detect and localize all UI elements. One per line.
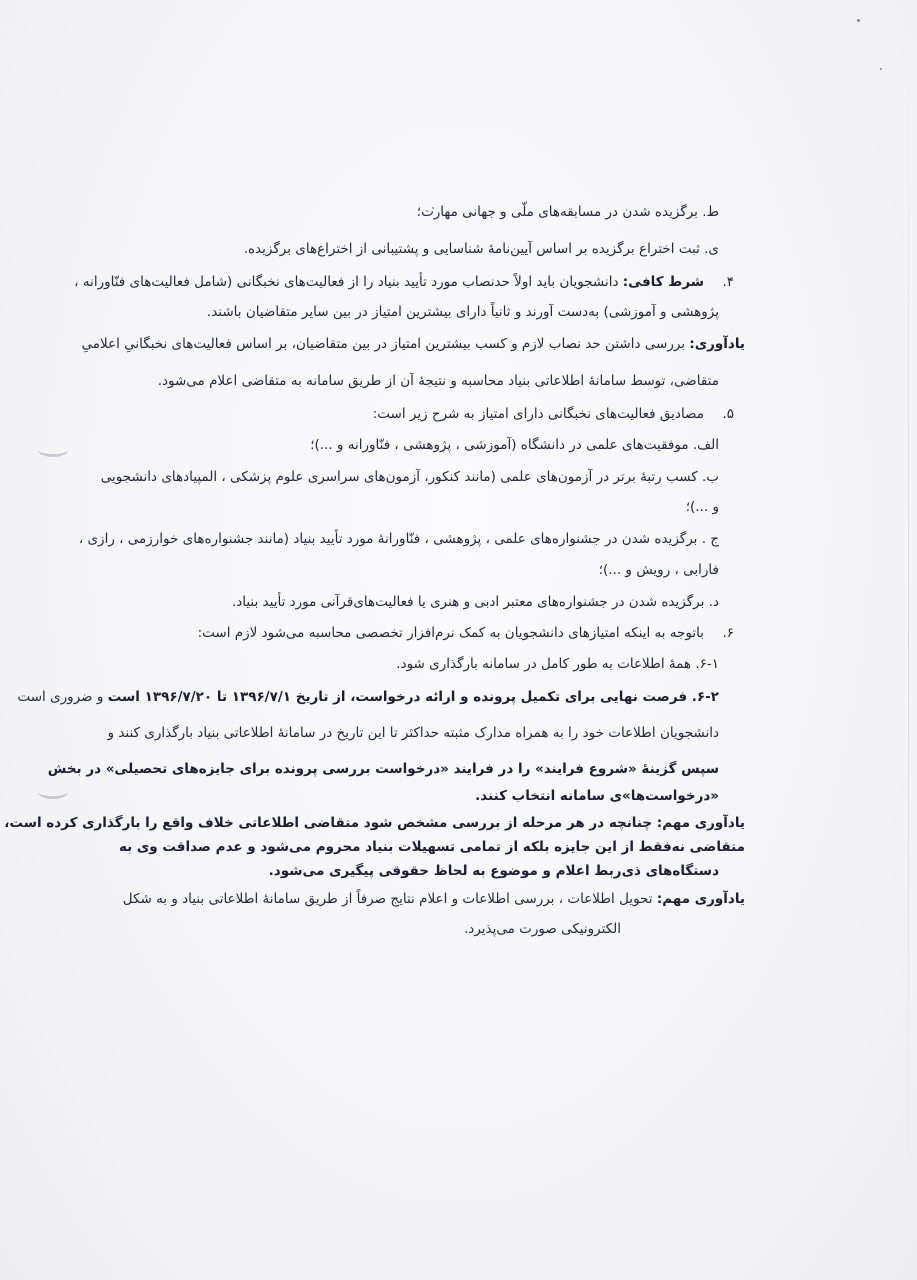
deadline-text: ۶-۲. فرصت نهایی برای تکمیل پرونده و ارائه درخواست، از تاریخ ۱۳۹۶/۷/۱ تا ۱۳۹۶/۷/۲۰ است: [107, 689, 719, 705]
page-edge-shadow: [908, 40, 909, 1240]
sufficient-condition-label: شرط کافی:: [622, 274, 704, 290]
reminder-label: یادآوری:: [689, 336, 745, 352]
scan-speck: [857, 19, 860, 22]
punch-hole-mark: [38, 440, 68, 457]
sufficient-condition-cont: پژوهشی و آموزشی) به‌دست آورند و ثانیاً دارای بیشترین امتیاز در بین سایر متقاضیان باشند.: [206, 304, 719, 320]
sufficient-condition: [74, 273, 704, 291]
reminder-text: بررسی داشتن حد نصاب لازم و کسب بیشترین امتیاز در بین متقاضیان، بر اساس فعالیت‌های نخبگانیِ اعلامیِ: [81, 336, 690, 352]
item-6-2-cont-2: سپس گزینهٔ «شروع فرایند» را در فرایند «درخواست بررسی پرونده برای جایزه‌های تحصیلی» در بخش: [47, 761, 719, 777]
item-6-2: [17, 688, 719, 706]
reminder-1-cont: متقاضی، توسط سامانهٔ اطلاعاتی بنیاد محاسبه و نتیجهٔ آن از طریق سامانه به متقاضی اعلام می‌شود.: [157, 373, 719, 389]
activities-intro: مصادیق فعالیت‌های نخبگانی دارای امتیاز به شرح زیر است:: [372, 406, 704, 422]
item-6-1: ۶-۱. همهٔ اطلاعات به طور کامل در سامانه بارگذاری شود.: [396, 656, 719, 672]
item-number-4: ۴.: [722, 274, 734, 290]
item-6-2-text: و ضروری است: [17, 689, 108, 705]
important-reminder-1-cont-1: متقاضی نه‌فقط از این جایزه بلکه از تمامی تسهیلات بنیاد محروم می‌شود و عدم صداقت وی به: [118, 839, 745, 855]
item-6-2-cont-3: «درخواست‌ها»ی سامانه انتخاب کنند.: [475, 788, 719, 804]
item-ye: ی. ثبت اختراع برگزیده بر اساس آیین‌نامهٔ شناسایی و پشتیبانی از اختراع‌های برگزیده.: [243, 241, 719, 257]
reminder-1: [82, 335, 746, 353]
item-jim: ج . برگزیده شدن در جشنواره‌های علمی ، پژوهشی ، فنّاورانهٔ مورد تأیید بنیاد (مانند جشنواره‌های خوارزمی ، رازی ،: [78, 531, 719, 547]
item-jim-cont: فارابی ، رویش و ...)؛: [598, 562, 719, 578]
item-number-6: ۶.: [722, 625, 734, 641]
sufficient-condition-text: دانشجویان باید اولاً حدنصاب مورد تأیید بنیاد را از فعالیت‌های نخبگانی (شامل فعالیت‌های فنّاورانه ،: [74, 274, 623, 290]
item-ta: ط. برگزیده شدن در مسابقه‌های ملّی و جهانی مهارت؛: [416, 204, 719, 220]
important-reminder-2-text: تحویل اطلاعات ، بررسی اطلاعات و اعلام نتایج صرفاً از طریق سامانهٔ اطلاعاتی بنیاد و به شکل: [122, 891, 657, 907]
important-reminder-1-cont-2: دستگاه‌های ذی‌ربط اعلام و موضوع به لحاظ حقوقی پیگیری می‌شود.: [268, 863, 719, 879]
item-dal: د. برگزیده شدن در جشنواره‌های معتبر ادبی و هنری یا فعالیت‌های‌قرآنی مورد تأیید بنیاد.: [231, 594, 719, 610]
important-reminder-1: یادآوری مهم: چنانچه در هر مرحله از بررسی مشخص شود متقاضی اطلاعاتی خلاف واقع را بارگذاری کرده است،: [4, 815, 745, 831]
punch-hole-mark: [38, 782, 68, 799]
item-number-5: ۵.: [722, 406, 734, 422]
scan-speck: [880, 68, 882, 70]
item-alef: الف. موفقیت‌های علمی در دانشگاه (آموزشی ، پژوهشی ، فنّاورانه و ...)؛: [310, 437, 719, 453]
item-6-2-cont-1: دانشجویان اطلاعات خود را به همراه مدارک مثبته حداکثر تا این تاریخ در سامانهٔ اطلاعاتی بنیاد بارگذاری کنند و: [107, 725, 719, 741]
important-reminder-2: [123, 890, 745, 908]
important-reminder-2-cont: الکترونیکی صورت می‌پذیرد.: [464, 921, 621, 937]
important-reminder-2-label: یادآوری مهم:: [656, 891, 745, 907]
item-be: ب. کسب رتبهٔ برتر در آزمون‌های علمی (مانند کنکور، آزمون‌های سراسری علوم پزشکی ، المپیادهای دانشجویی: [100, 469, 719, 485]
item-be-cont: و ...)؛: [685, 499, 719, 515]
item-6-intro: باتوجه به اینکه امتیازهای دانشجویان به کمک نرم‌افزار تخصصی محاسبه می‌شود لازم است:: [197, 625, 704, 641]
